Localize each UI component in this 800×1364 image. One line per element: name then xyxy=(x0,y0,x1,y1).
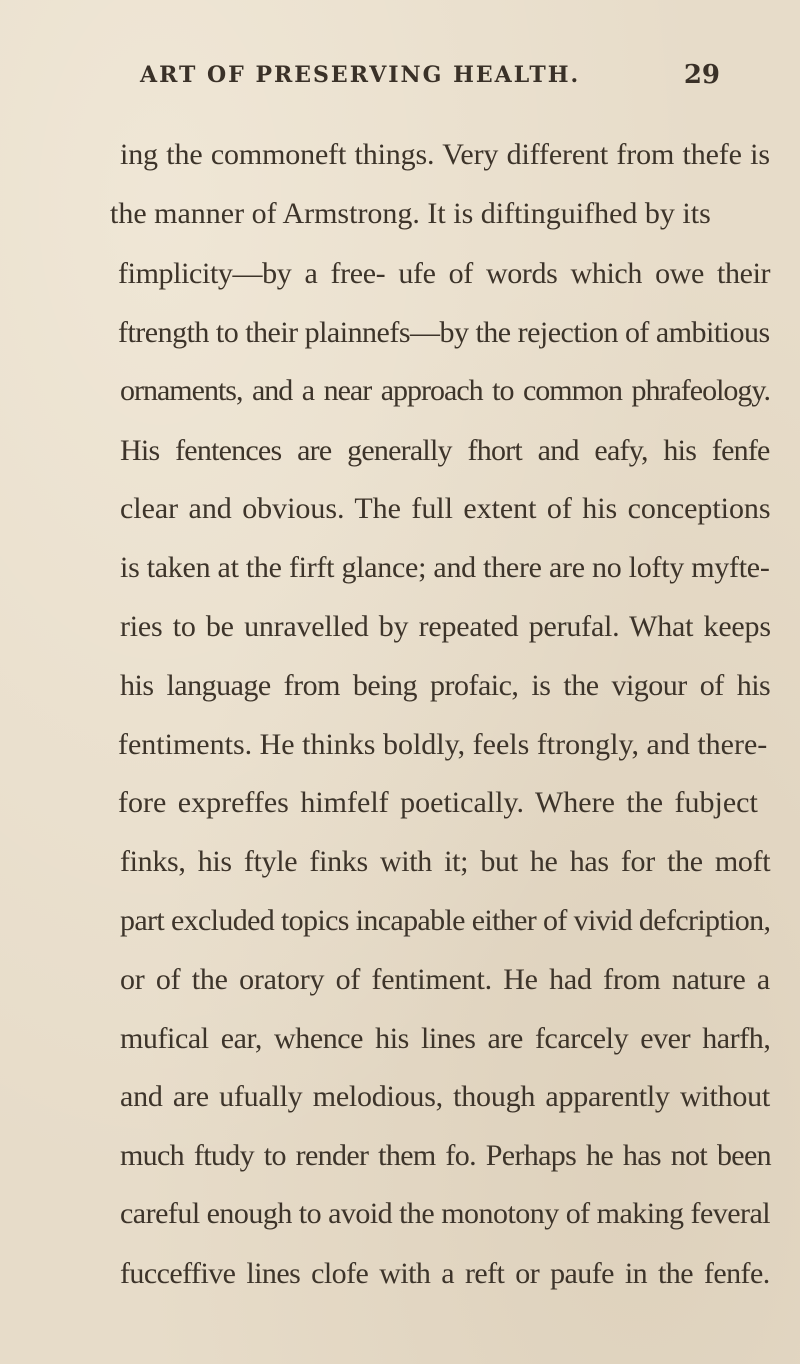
text-line: fimplicity—by a free- ufe of words which owe their xyxy=(118,257,771,290)
text-line: ornaments, and a near approach to common phrafeology. xyxy=(120,374,770,407)
text-line: his language from being profaic, is the vigour of his xyxy=(120,669,771,702)
text-line: and are ufually melodious, though apparently without xyxy=(120,1080,771,1113)
text-line: much ftudy to render them fo. Perhaps he has not been xyxy=(120,1139,771,1172)
text-line: the manner of Armstrong. It is diftinguifhed by its xyxy=(110,197,711,230)
text-line: is taken at the firft glance; and there are no lofty myfte- xyxy=(120,551,770,584)
text-line: part excluded topics incapable either of vivid defcription, xyxy=(120,904,771,937)
text-line: fore expreffes himfelf poetically. Where the fubject xyxy=(118,786,758,819)
running-title: ART OF PRESERVING HEALTH. xyxy=(140,62,581,88)
page-number: 29 xyxy=(683,60,720,90)
text-line: ries to be unravelled by repeated perufal. What keeps xyxy=(120,610,771,643)
text-line: ftrength to their plainnefs—by the rejection of ambitious xyxy=(118,316,770,349)
text-line: clear and obvious. The full extent of his conceptions xyxy=(120,492,771,525)
text-line: fentiments. He thinks boldly, feels ftrongly, and there- xyxy=(118,728,768,761)
text-line: or of the oratory of fentiment. He had from nature a xyxy=(120,963,771,996)
text-line: ing the commoneft things. Very different from thefe is xyxy=(120,138,770,171)
text-line: His fentences are generally fhort and eafy, his fenfe xyxy=(120,434,770,467)
text-line: fucceffive lines clofe with a reft or paufe in the fenfe. xyxy=(120,1257,770,1290)
text-line: mufical ear, whence his lines are fcarcely ever harfh, xyxy=(120,1022,771,1055)
text-line: finks, his ftyle finks with it; but he has for the moft xyxy=(120,845,771,878)
text-line: careful enough to avoid the monotony of making feveral xyxy=(120,1197,771,1230)
